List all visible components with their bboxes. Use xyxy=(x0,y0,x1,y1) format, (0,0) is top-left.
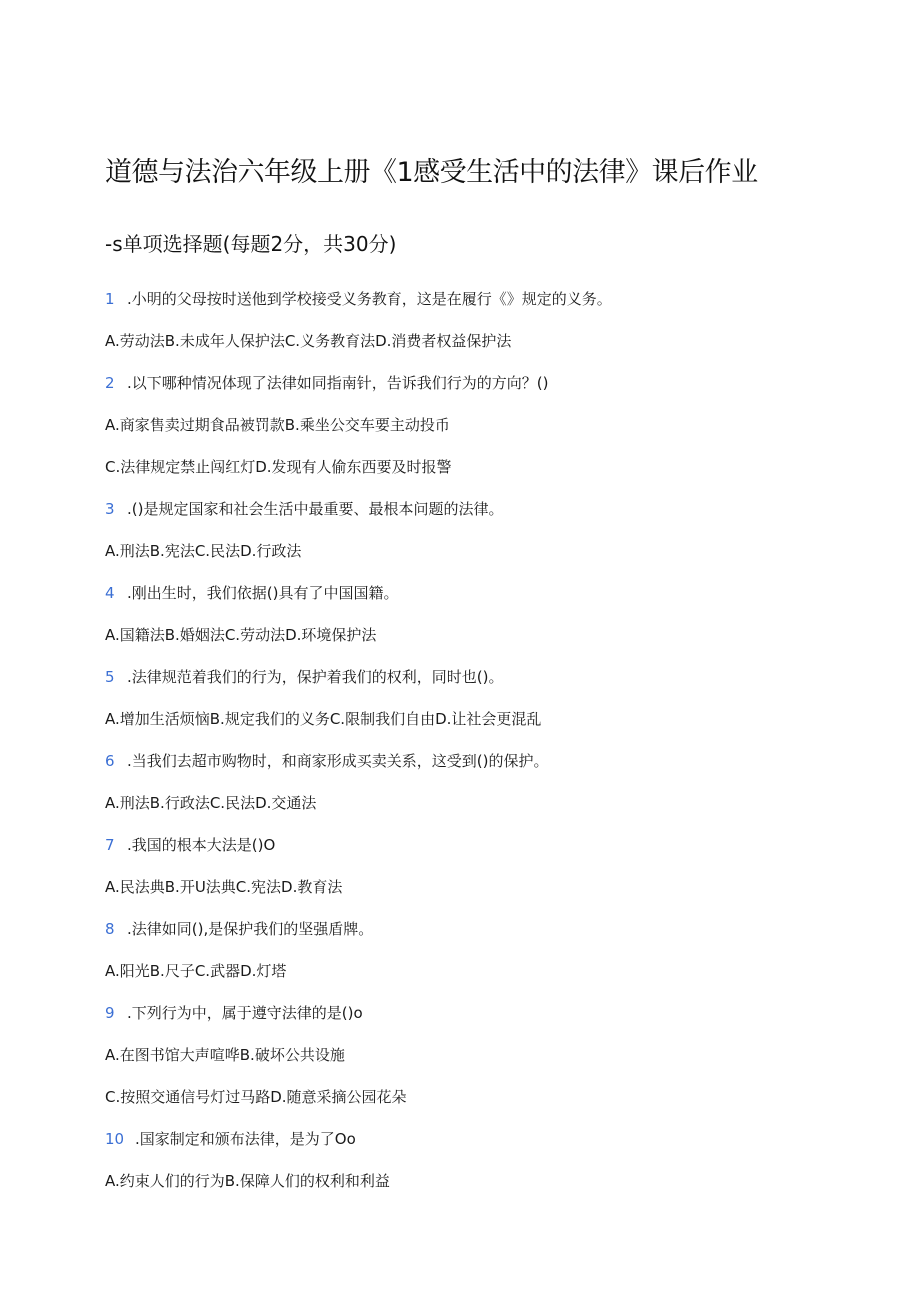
question-6 xyxy=(105,750,548,771)
question-number: 4 xyxy=(105,584,115,602)
question-number: 9 xyxy=(105,1004,115,1022)
question-text: .小明的父母按时送他到学校接受义务教育，这是在履行《》规定的义务。 xyxy=(127,290,612,308)
question-text: .()是规定国家和社会生活中最重要、最根本问题的法律。 xyxy=(127,500,504,518)
question-10-options: A.约束人们的行为B.保障人们的权利和利益 xyxy=(105,1172,390,1190)
question-text: .我国的根本大法是()O xyxy=(127,836,276,854)
question-number: 5 xyxy=(105,668,115,686)
question-4-options: A.国籍法B.婚姻法C.劳动法D.环境保护法 xyxy=(105,626,377,644)
question-number: 6 xyxy=(105,752,115,770)
question-text: .下列行为中，属于遵守法律的是()o xyxy=(127,1004,363,1022)
question-9-options-line-2: C.按照交通信号灯过马路D.随意采摘公园花朵 xyxy=(105,1088,407,1106)
question-number: 7 xyxy=(105,836,115,854)
question-text: .当我们去超市购物时，和商家形成买卖关系，这受到()的保护。 xyxy=(127,752,549,770)
question-3 xyxy=(105,498,503,519)
question-5 xyxy=(105,666,503,687)
question-2 xyxy=(105,372,548,393)
question-6-options: A.刑法B.行政法C.民法D.交通法 xyxy=(105,794,317,812)
question-number: 10 xyxy=(105,1130,125,1148)
question-9 xyxy=(105,1002,363,1023)
question-4 xyxy=(105,582,398,603)
question-10 xyxy=(105,1128,356,1149)
question-8-options: A.阳光B.尺子C.武器D.灯塔 xyxy=(105,962,287,980)
question-text: .以下哪种情况体现了法律如同指南针，告诉我们行为的方向？() xyxy=(127,374,549,392)
question-9-options-line-1: A.在图书馆大声喧哗B.破坏公共设施 xyxy=(105,1046,345,1064)
question-5-options: A.增加生活烦恼B.规定我们的义务C.限制我们自由D.让社会更混乱 xyxy=(105,710,542,728)
question-8 xyxy=(105,918,373,939)
question-3-options: A.刑法B.宪法C.民法D.行政法 xyxy=(105,542,302,560)
question-text: .刚出生时，我们依据()具有了中国国籍。 xyxy=(127,584,399,602)
document-title: 道德与法治六年级上册《1感受生活中的法律》课后作业 xyxy=(105,157,758,188)
question-2-options-line-2: C.法律规定禁止闯红灯D.发现有人偷东西要及时报警 xyxy=(105,458,452,476)
question-text: .法律如同(),是保护我们的坚强盾牌。 xyxy=(127,920,374,938)
question-number: 3 xyxy=(105,500,115,518)
question-number: 1 xyxy=(105,290,115,308)
question-number: 8 xyxy=(105,920,115,938)
question-text: .法律规范着我们的行为，保护着我们的权利，同时也()。 xyxy=(127,668,504,686)
question-number: 2 xyxy=(105,374,115,392)
question-1-options: A.劳动法B.未成年人保护法C.义务教育法D.消费者权益保护法 xyxy=(105,332,512,350)
question-1 xyxy=(105,288,612,309)
section-heading: -s单项选择题(每题2分，共30分) xyxy=(105,232,397,256)
question-2-options-line-1: A.商家售卖过期食品被罚款B.乘坐公交车要主动投币 xyxy=(105,416,450,434)
question-text: .国家制定和颁布法律，是为了Oo xyxy=(135,1130,356,1148)
question-7-options: A.民法典B.开U法典C.宪法D.教育法 xyxy=(105,878,343,896)
question-7 xyxy=(105,834,275,855)
